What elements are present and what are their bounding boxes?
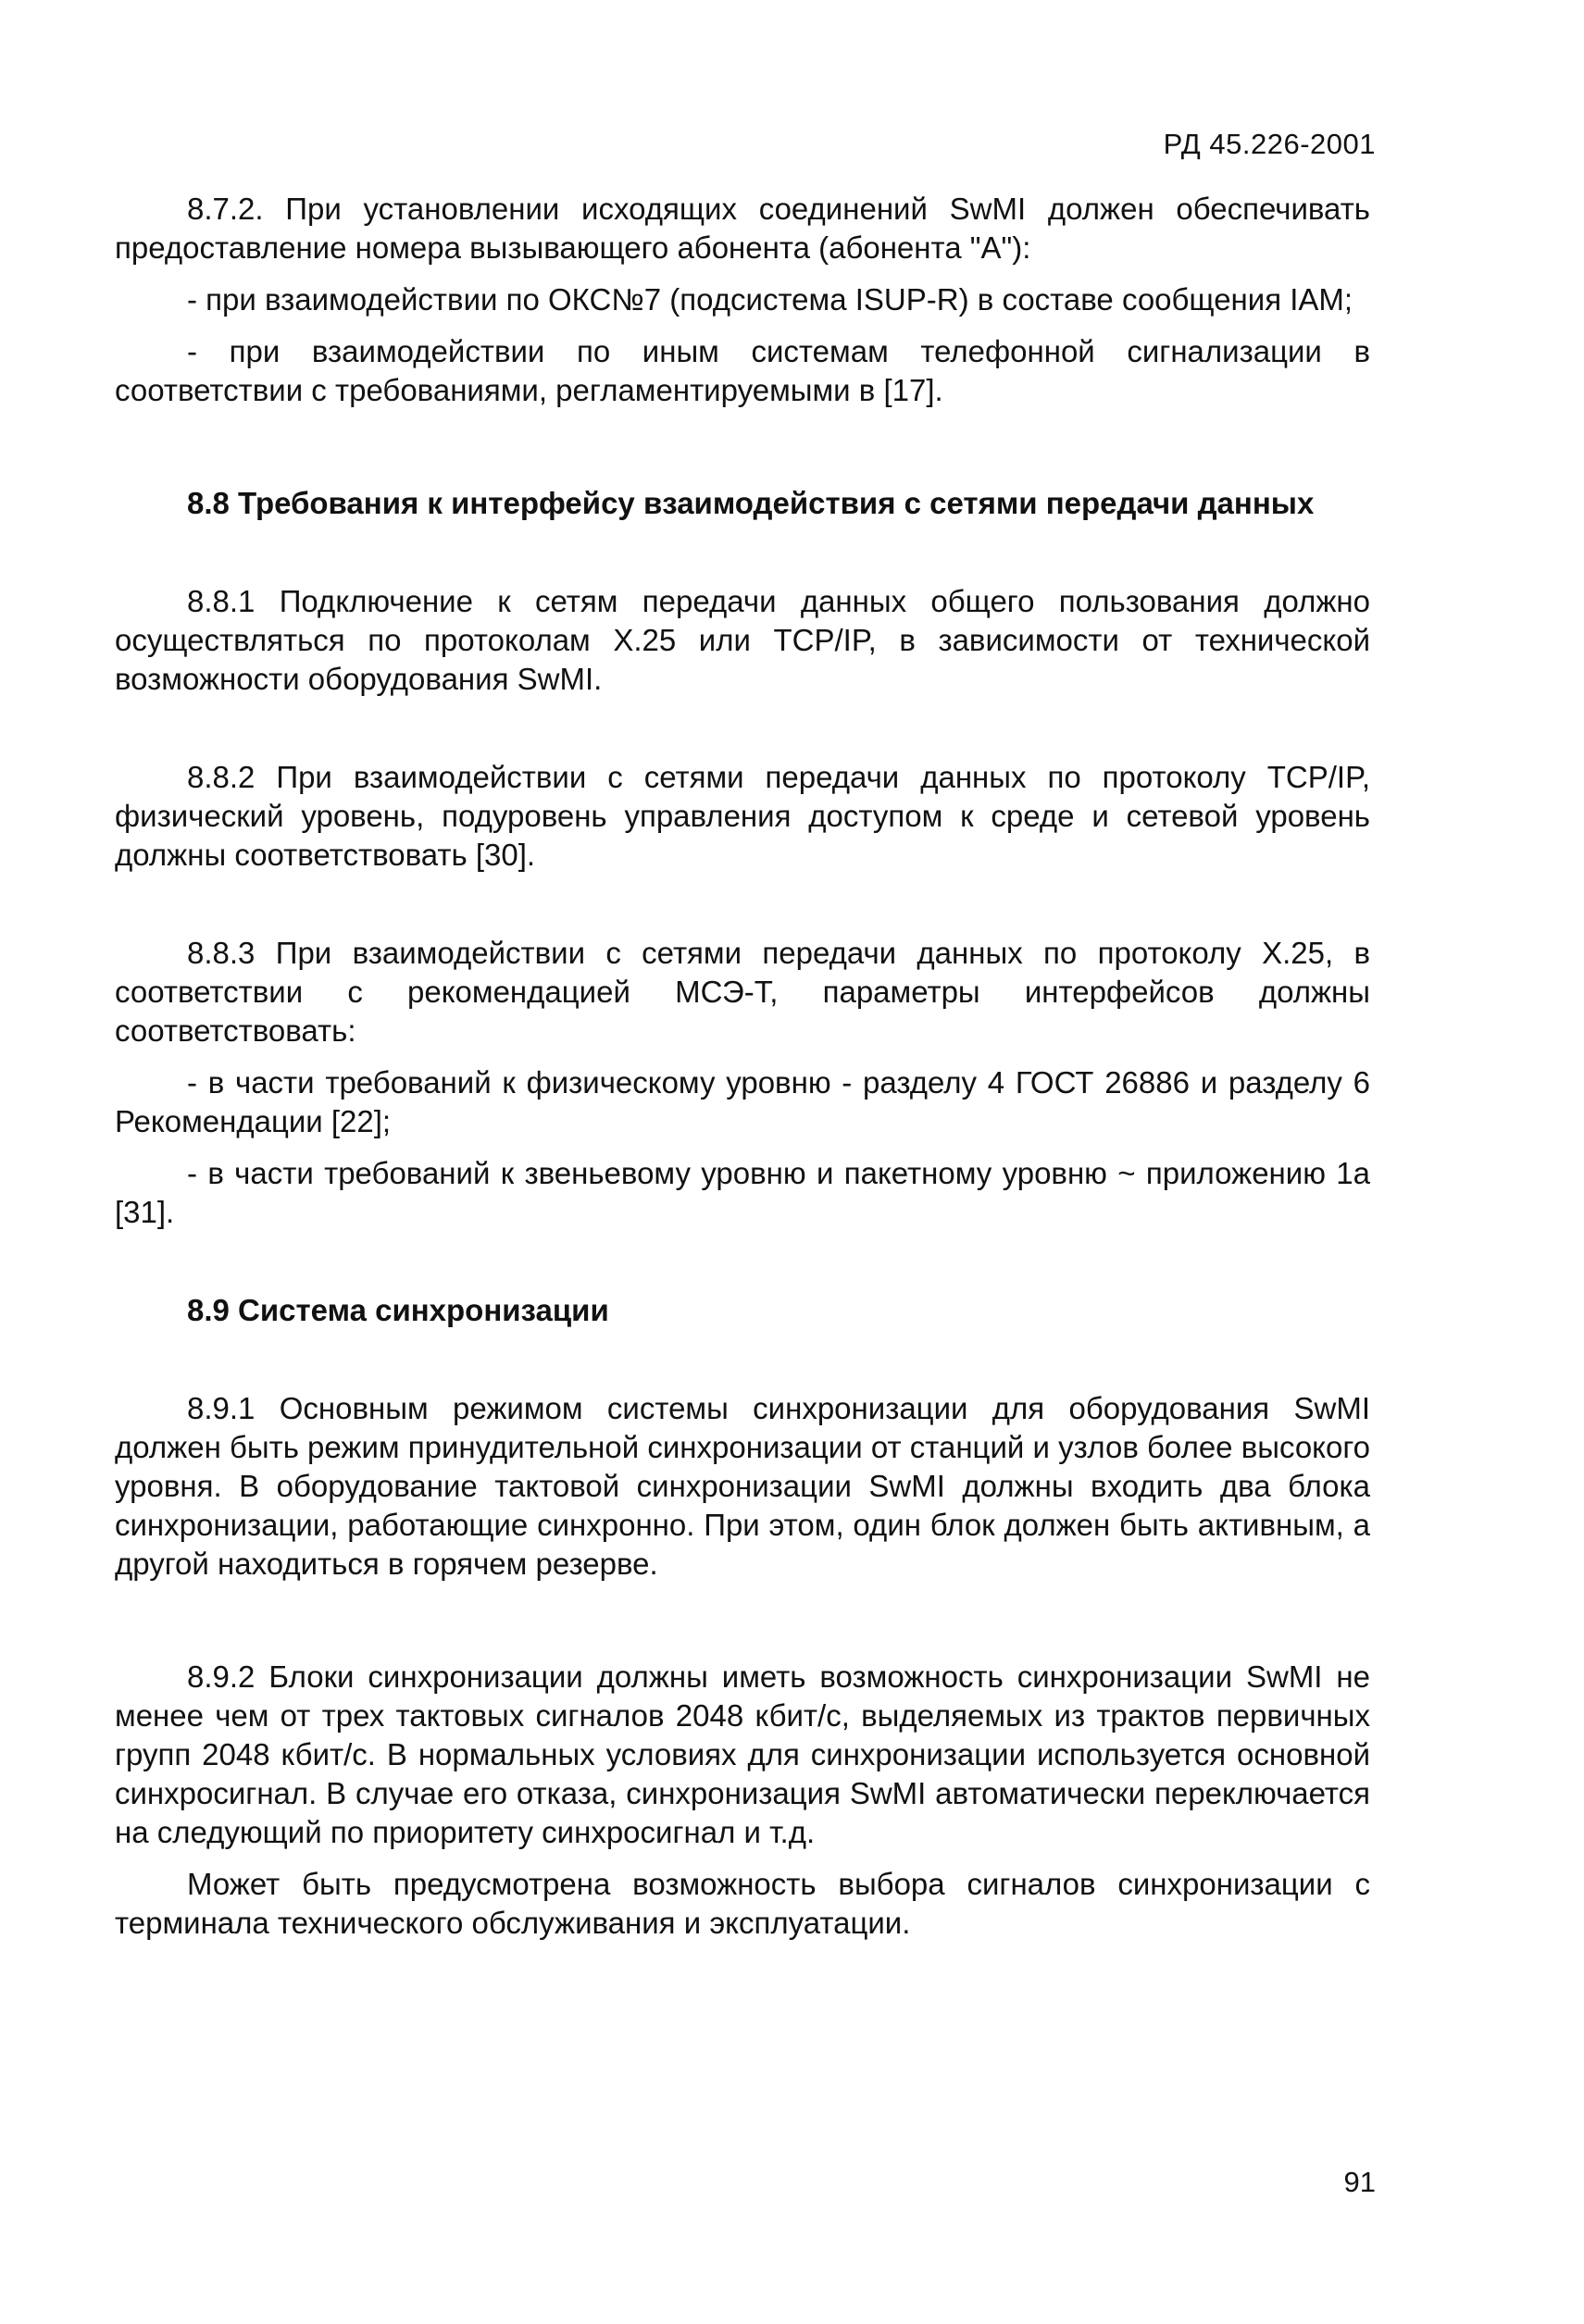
section-title-8-8: 8.8 Требования к интерфейсу взаимодействия с сетями передачи данных xyxy=(187,486,1315,520)
list-item-isup: - при взаимодействии по ОКС№7 (подсистема ISUP-R) в составе сообщения IAM; xyxy=(187,282,1353,317)
list-item-link-level: - в части требований к звеньевому уровню и пакетному уровню ~ приложению 1а [31]. xyxy=(115,1156,1370,1229)
list-item-other-signalling: - при взаимодействии по иным системам телефонной сигнализации в соответствии с требованиями, регламентируемыми в [17]. xyxy=(115,334,1370,407)
list-item-physical-level: - в части требований к физическому уровню - разделу 4 ГОСТ 26886 и разделу 6 Рекомендации [22]; xyxy=(115,1065,1370,1138)
paragraph-8-7-2: 8.7.2. При установлении исходящих соединений SwMI должен обеспечивать предоставление номера вызывающего абонента (абонента "А"): xyxy=(115,192,1370,265)
paragraph-8-9-1: 8.9.1 Основным режимом системы синхронизации для оборудования SwMI должен быть режим принудительной синхронизации от станций и узлов более высокого уровня. В оборудование тактовой синхронизации SwMI должны входить два блока синхронизации, работающие синхронно. При этом, один блок должен быть активным, а другой находиться в горячем резерве. xyxy=(115,1391,1370,1581)
document-id-header: РД 45.226-2001 xyxy=(1163,128,1376,160)
paragraph-8-8-2: 8.8.2 При взаимодействии с сетями передачи данных по протоколу TCP/IP, физический уровень, подуровень управления доступом к среде и сетевой уровень должны соответствовать [30]. xyxy=(115,760,1370,872)
paragraph-8-9-2-continued: Может быть предусмотрена возможность выбора сигналов синхронизации с терминала технического обслуживания и эксплуатации. xyxy=(115,1867,1370,1940)
paragraph-8-8-3: 8.8.3 При взаимодействии с сетями передачи данных по протоколу Х.25, в соответствии с рекомендацией МСЭ-Т, параметры интерфейсов должны соответствовать: xyxy=(115,936,1370,1048)
page-number: 91 xyxy=(1343,2166,1376,2198)
paragraph-8-9-2: 8.9.2 Блоки синхронизации должны иметь возможность синхронизации SwMI не менее чем от трех тактовых сигналов 2048 кбит/с, выделяемых из трактов первичных групп 2048 кбит/с. В нормальных условиях для синхронизации используется основной синхросигнал. В случае его отказа, синхронизация SwMI автоматически переключается на следующий по приоритету синхросигнал и т.д. xyxy=(115,1659,1370,1849)
paragraph-8-8-1: 8.8.1 Подключение к сетям передачи данных общего пользования должно осуществляться по протоколам Х.25 или TCP/IP, в зависимости от технической возможности оборудования SwMI. xyxy=(115,584,1370,696)
section-title-8-9: 8.9 Система синхронизации xyxy=(187,1293,609,1327)
document-body xyxy=(115,190,1370,1943)
